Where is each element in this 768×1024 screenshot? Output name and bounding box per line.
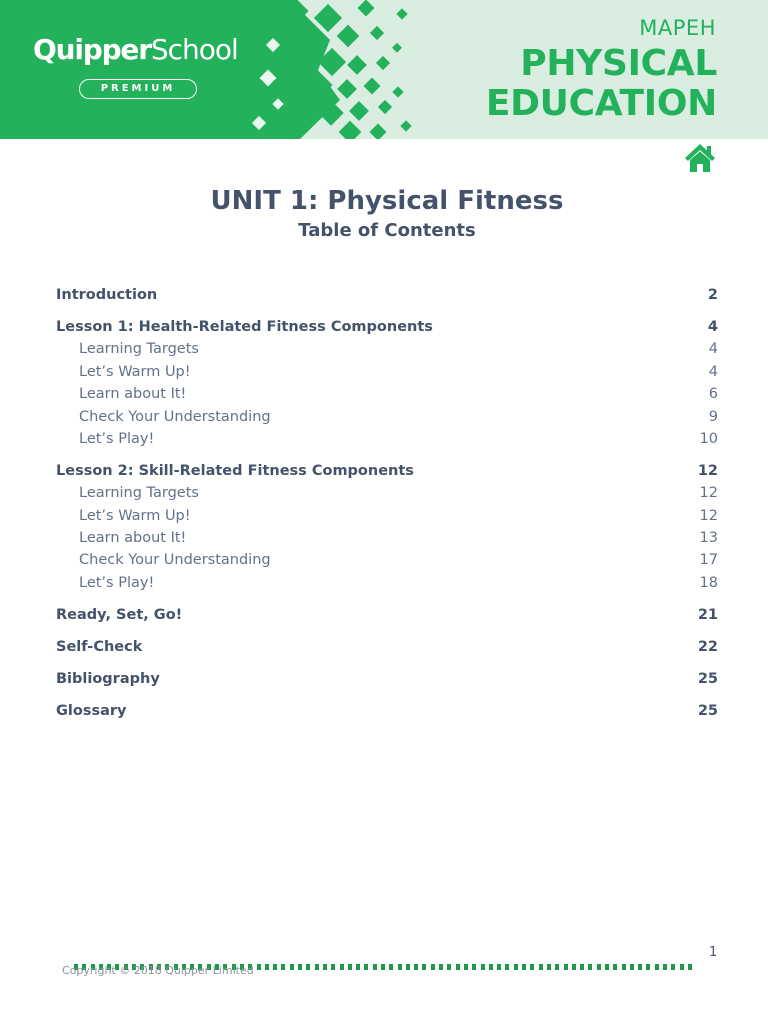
toc-subsection-entry[interactable] xyxy=(56,482,718,504)
footer-dot xyxy=(572,964,576,970)
footer-dot xyxy=(348,964,352,970)
footer-dot xyxy=(688,964,692,970)
toc-entry-label: Glossary xyxy=(56,702,127,719)
toc-entry-page: 4 xyxy=(707,318,718,335)
toc-entry-page: 2 xyxy=(707,287,718,303)
toc-entry-label: Let’s Play! xyxy=(79,430,155,447)
footer-dot xyxy=(663,964,667,970)
header-banner xyxy=(0,0,768,139)
toc-entry-page: 25 xyxy=(697,670,718,687)
footer-dot xyxy=(315,964,319,970)
toc-entry-page: 22 xyxy=(697,638,718,655)
toc-subsection-entry[interactable] xyxy=(56,428,718,450)
toc-entry-label: Bibliography xyxy=(56,670,160,687)
footer-dot xyxy=(447,964,451,970)
subject-title xyxy=(486,44,717,124)
table-of-contents xyxy=(56,284,718,722)
toc-entry-label: Learning Targets xyxy=(79,341,199,358)
logo-text-bold: Quipper xyxy=(33,33,151,66)
toc-subsection-entry[interactable] xyxy=(56,505,718,527)
toc-entry-label: Let’s Play! xyxy=(79,574,155,591)
footer-dot xyxy=(646,964,650,970)
footer-dot xyxy=(406,964,410,970)
premium-badge: PREMIUM xyxy=(79,79,197,99)
toc-entry-label: Check Your Understanding xyxy=(79,552,271,569)
footer-dot xyxy=(323,964,327,970)
footer-dot xyxy=(373,964,377,970)
toc-entry-label: Ready, Set, Go! xyxy=(56,606,183,623)
footer-dotted-line xyxy=(74,955,704,961)
toc-entry-page: 4 xyxy=(708,341,718,358)
toc-heading: Table of Contents xyxy=(298,220,476,241)
quipper-school-logo xyxy=(33,33,238,66)
toc-entry-page: 25 xyxy=(697,702,718,719)
footer-dot xyxy=(340,964,344,970)
toc-entry-label: Self-Check xyxy=(56,638,143,655)
toc-entry-page: 6 xyxy=(708,386,718,403)
toc-subsection-entry[interactable] xyxy=(56,572,718,594)
footer-dot xyxy=(481,964,485,970)
footer-dot xyxy=(539,964,543,970)
footer-dot xyxy=(464,964,468,970)
footer-dot xyxy=(505,964,509,970)
footer-dot xyxy=(522,964,526,970)
footer-dot xyxy=(364,964,368,970)
footer-dot xyxy=(298,964,302,970)
toc-subsection-entry[interactable] xyxy=(56,383,718,405)
footer-dot xyxy=(472,964,476,970)
toc-entry-label: Let’s Warm Up! xyxy=(79,507,191,524)
footer-dot xyxy=(680,964,684,970)
subject-label: MAPEH xyxy=(639,16,716,40)
footer-dot xyxy=(638,964,642,970)
footer-dot xyxy=(588,964,592,970)
copyright-text: Copyright © 2018 Quipper Limited xyxy=(62,964,254,977)
footer-dot xyxy=(655,964,659,970)
footer-dot xyxy=(514,964,518,970)
page-number: 1 xyxy=(709,945,718,960)
toc-subsection-entry[interactable] xyxy=(56,361,718,383)
toc-section-entry[interactable] xyxy=(56,668,718,690)
toc-entry-label: Learn about It! xyxy=(79,386,187,403)
toc-entry-label: Learn about It! xyxy=(79,530,187,547)
toc-entry-page: 4 xyxy=(708,363,718,380)
toc-entry-label: Check Your Understanding xyxy=(79,408,271,425)
toc-subsection-entry[interactable] xyxy=(56,338,718,360)
footer-dot xyxy=(422,964,426,970)
footer-dot xyxy=(605,964,609,970)
footer-dot xyxy=(273,964,277,970)
toc-entry-label: Let’s Warm Up! xyxy=(79,363,191,380)
toc-entry-page: 12 xyxy=(699,507,718,524)
footer-dot xyxy=(597,964,601,970)
home-icon[interactable] xyxy=(684,143,716,173)
footer-dot xyxy=(630,964,634,970)
footer-dot xyxy=(398,964,402,970)
toc-entry-page: 10 xyxy=(699,430,718,447)
footer-dot xyxy=(622,964,626,970)
toc-section-entry[interactable] xyxy=(56,636,718,658)
toc-entry-page: 17 xyxy=(699,552,718,569)
toc-subsection-entry[interactable] xyxy=(56,527,718,549)
footer-dot xyxy=(290,964,294,970)
logo-text-regular: School xyxy=(150,33,238,66)
footer-dot xyxy=(439,964,443,970)
footer-dot xyxy=(555,964,559,970)
footer-dot xyxy=(456,964,460,970)
footer-dot xyxy=(414,964,418,970)
subject-title-line2: EDUCATION xyxy=(485,83,717,124)
subject-title-line1: PHYSICAL xyxy=(520,43,717,84)
footer-dot xyxy=(489,964,493,970)
toc-subsection-entry[interactable] xyxy=(56,549,718,571)
footer-dot xyxy=(281,964,285,970)
toc-section-entry[interactable] xyxy=(56,316,718,338)
toc-entry-label: Learning Targets xyxy=(79,485,199,502)
footer-dot xyxy=(257,964,261,970)
toc-entry-page: 12 xyxy=(697,462,718,479)
footer-dot xyxy=(331,964,335,970)
toc-section-entry[interactable] xyxy=(56,284,718,306)
footer-dot xyxy=(530,964,534,970)
footer-dot xyxy=(580,964,584,970)
toc-entry-label: Lesson 2: Skill-Related Fitness Components xyxy=(56,462,414,479)
toc-entry-page: 18 xyxy=(699,574,718,591)
footer-dot xyxy=(547,964,551,970)
toc-entry-page: 9 xyxy=(708,408,718,425)
unit-title: UNIT 1: Physical Fitness xyxy=(210,186,564,216)
footer-dot xyxy=(564,964,568,970)
toc-entry-label: Introduction xyxy=(56,287,158,303)
footer-dot xyxy=(671,964,675,970)
footer-dot xyxy=(389,964,393,970)
toc-section-entry[interactable] xyxy=(56,604,718,626)
footer-dot xyxy=(265,964,269,970)
toc-entry-label: Lesson 1: Health-Related Fitness Components xyxy=(56,318,433,335)
toc-entry-page: 21 xyxy=(697,606,718,623)
footer-dot xyxy=(497,964,501,970)
footer-dot xyxy=(381,964,385,970)
toc-section-entry[interactable] xyxy=(56,700,718,722)
toc-subsection-entry[interactable] xyxy=(56,406,718,428)
footer-dot xyxy=(356,964,360,970)
footer-dot xyxy=(306,964,310,970)
toc-section-entry[interactable] xyxy=(56,460,718,482)
toc-entry-page: 13 xyxy=(699,530,718,547)
toc-entry-page: 12 xyxy=(699,485,718,502)
footer-dot xyxy=(613,964,617,970)
footer-dot xyxy=(431,964,435,970)
